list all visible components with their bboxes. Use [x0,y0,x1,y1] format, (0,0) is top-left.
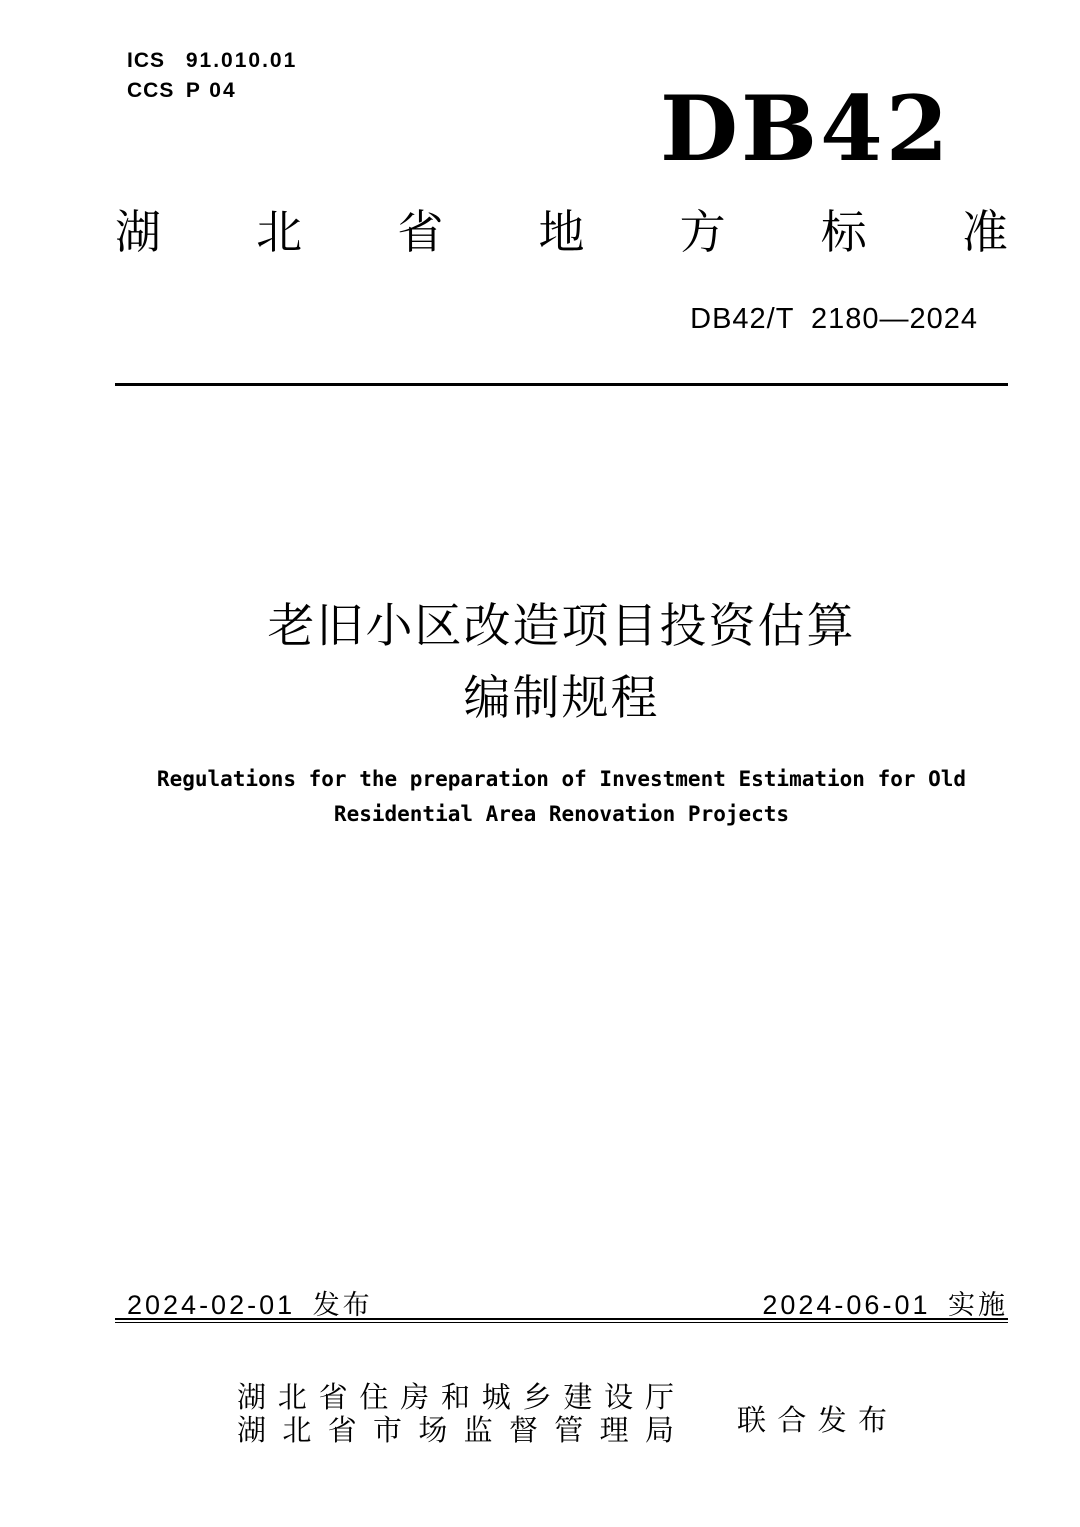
ccs-label: CCS [127,79,175,102]
ics-label: ICS [127,49,166,72]
classification-codes [127,46,297,106]
document-title [115,590,1008,734]
ics-code-row [127,46,297,76]
document-title-line1: 老旧小区改造项目投资估算 [267,599,856,652]
dates-row [127,1283,1008,1322]
document-title-line2: 编制规程 [463,671,660,724]
english-subtitle-line1: Regulations for the preparation of Investment Estimation for Old [156,767,967,791]
standard-number: DB42/T 2180—2024 [690,303,978,335]
issue-date-group [127,1283,373,1322]
publisher-line1: 湖 北 省 住 房 和 城 乡 建 设 厅 [237,1382,674,1414]
ics-value: 91.010.01 [185,49,298,72]
implement-date-group [762,1283,1008,1322]
publisher-line2: 湖 北 省 市 场 监 督 管 理 局 [237,1415,674,1447]
standard-type-heading: 湖 北 省 地 方 标 准 [115,206,1008,258]
issue-date-label: 发布 [312,1290,373,1320]
ccs-value: P 04 [185,79,237,102]
implement-date-label: 实施 [948,1290,1008,1320]
footer-divider-line [115,1318,1008,1323]
header-divider-line [115,383,1008,386]
english-subtitle-line2: Residential Area Renovation Projects [333,802,790,826]
ccs-code-row [127,76,297,106]
db42-logo: DB42 [660,76,952,182]
english-subtitle [95,762,1028,832]
joint-release-label: 联 合 发 布 [737,1405,887,1437]
issue-date: 2024-02-01 [127,1290,296,1320]
implement-date: 2024-06-01 [762,1290,931,1320]
publishers-block [237,1382,674,1448]
